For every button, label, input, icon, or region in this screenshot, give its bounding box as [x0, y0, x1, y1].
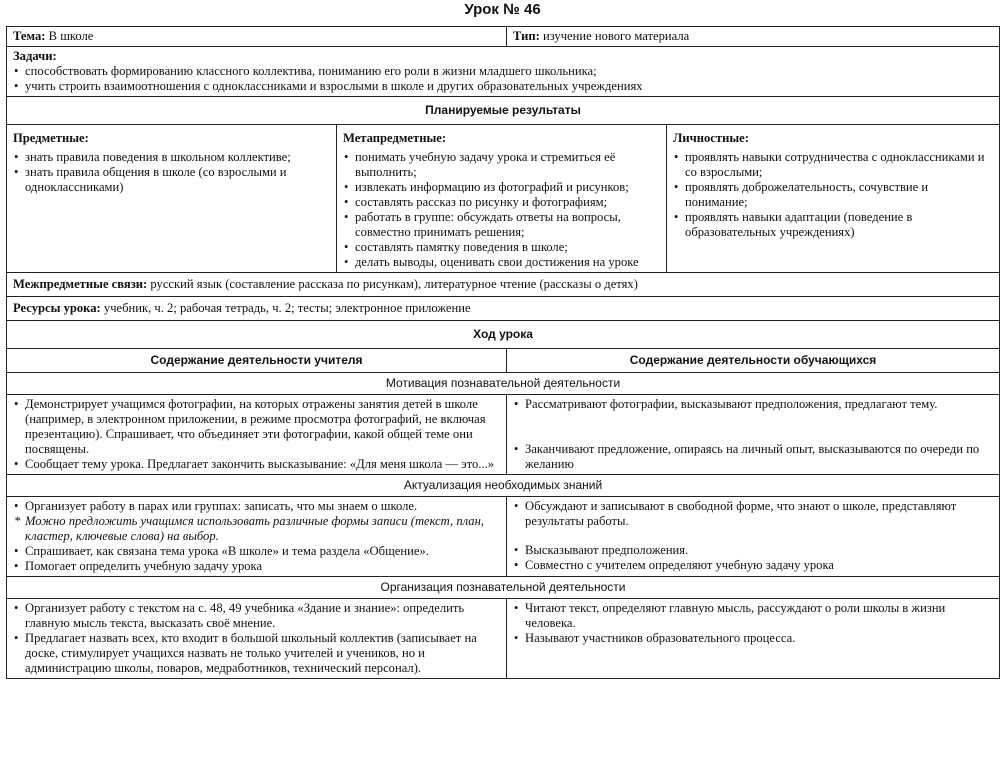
resources-row: [7, 297, 1000, 321]
personal-result-item: • проявлять навыки адаптации (поведение в образовательных учреждениях): [673, 210, 993, 240]
teacher-column-header: Содержание деятельности учителя: [7, 349, 507, 373]
student-activity-list: [513, 397, 993, 472]
page-title: Урок № 46: [464, 1, 541, 18]
student-activity-item: • Высказывают предположения.: [513, 543, 993, 558]
planned-header: Планируемые результаты: [7, 97, 1000, 125]
stage-title: Мотивация познавательной деятельности: [7, 373, 1000, 395]
teacher-activity-item: • Предлагает назвать всех, кто входит в большой школьный коллектив (записывает на доске, стимулирует учащихся назвать не только учителей и учеников, но и администрацию школы, поваров, медработников, технический персонал).: [13, 631, 500, 676]
student-activity-item: • Обсуждают и записывают в свободной форме, что знают о школе, представляют результаты работы.: [513, 499, 993, 529]
resources-value: учебник, ч. 2; рабочая тетрадь, ч. 2; тесты; электронное приложение: [103, 301, 471, 315]
teacher-activity-cell: [7, 395, 507, 475]
stage-content-row: [7, 497, 1000, 577]
links-label: Межпредметные связи:: [13, 277, 148, 291]
type-cell: [507, 27, 1000, 47]
links-value: русский язык (составление рассказа по рисункам), литературное чтение (рассказы о детях): [150, 277, 638, 291]
student-activity-item: • Рассматривают фотографии, высказывают предположения, предлагают тему.: [513, 397, 993, 412]
personal-results-cell: [667, 125, 1000, 273]
columns-header-row: [7, 349, 1000, 373]
links-cell: [7, 273, 1000, 297]
personal-results-list: [673, 150, 993, 240]
task-item: • способствовать формированию классного коллектива, пониманию его роли в жизни младшего школьника;: [13, 64, 993, 79]
student-activity-cell: [507, 497, 1000, 577]
theme-label: Тема:: [13, 29, 46, 43]
teacher-activity-item: • Помогает определить учебную задачу урока: [13, 559, 500, 574]
student-activity-item: • Называют участников образовательного процесса.: [513, 631, 993, 646]
lesson-table: [6, 26, 1000, 679]
theme-value: В школе: [48, 29, 94, 43]
stage-content-row: [7, 395, 1000, 475]
stage-title: Организация познавательной деятельности: [7, 577, 1000, 599]
subject-result-item: • знать правила поведения в школьном коллективе;: [13, 150, 330, 165]
tasks-row: [7, 47, 1000, 97]
stage-title-row: [7, 577, 1000, 599]
teacher-activity-item: • Организует работу с текстом на с. 48, 49 учебника «Здание и знание»: определить главную мысль текста, высказать своё мнение.: [13, 601, 500, 631]
student-activity-item: • Заканчивают предложение, опираясь на личный опыт, высказываются по очереди по желанию: [513, 442, 993, 472]
teacher-activity-cell: [7, 599, 507, 679]
meta-results-cell: [337, 125, 667, 273]
tasks-cell: [7, 47, 1000, 97]
meta-results-title: Метапредметные:: [343, 131, 447, 145]
resources-cell: [7, 297, 1000, 321]
teacher-activity-list: [13, 499, 500, 574]
teacher-activity-item: • Спрашивает, как связана тема урока «В школе» и тема раздела «Общение».: [13, 544, 500, 559]
meta-result-item: • работать в группе: обсуждать ответы на вопросы, совместно принимать решения;: [343, 210, 660, 240]
stage-content-row: [7, 599, 1000, 679]
subject-results-cell: [7, 125, 337, 273]
student-column-header: Содержание деятельности обучающихся: [507, 349, 1000, 373]
type-label: Тип:: [513, 29, 540, 43]
subject-results-list: [13, 150, 330, 195]
student-activity-cell: [507, 599, 1000, 679]
tasks-label: Задачи:: [13, 49, 57, 63]
stage-title-row: [7, 475, 1000, 497]
student-activity-item: • Читают текст, определяют главную мысль, рассуждают о роли школы в жизни человека.: [513, 601, 993, 631]
teacher-activity-note: * Можно предложить учащимся использовать различные формы записи (текст, план, кластер, ключевые слова) на выбор.: [13, 514, 500, 544]
theme-row: [7, 27, 1000, 47]
type-value: изучение нового материала: [542, 29, 690, 43]
meta-result-item: • извлекать информацию из фотографий и рисунков;: [343, 180, 660, 195]
student-activity-cell: [507, 395, 1000, 475]
course-header-row: [7, 321, 1000, 349]
student-activity-list: [513, 499, 993, 573]
subject-result-item: • знать правила общения в школе (со взрослыми и одноклассниками): [13, 165, 330, 195]
task-item: • учить строить взаимоотношения с одноклассниками и взрослыми в школе и других образовательных учреждениях: [13, 79, 993, 94]
stage-title: Актуализация необходимых знаний: [7, 475, 1000, 497]
meta-result-item: • понимать учебную задачу урока и стремиться её выполнить;: [343, 150, 660, 180]
teacher-activity-item: • Сообщает тему урока. Предлагает закончить высказывание: «Для меня школа — это...»: [13, 457, 500, 472]
teacher-activity-list: [13, 397, 500, 472]
stage-title-row: [7, 373, 1000, 395]
theme-cell: [7, 27, 507, 47]
student-activity-item: • Совместно с учителем определяют учебную задачу урока: [513, 558, 993, 573]
subject-results-title: Предметные:: [13, 131, 89, 145]
personal-result-item: • проявлять навыки сотрудничества с одноклассниками и со взрослыми;: [673, 150, 993, 180]
meta-result-item: • делать выводы, оценивать свои достижения на уроке: [343, 255, 660, 270]
planned-results-row: [7, 125, 1000, 273]
resources-label: Ресурсы урока:: [13, 301, 101, 315]
course-header: Ход урока: [7, 321, 1000, 349]
planned-header-row: [7, 97, 1000, 125]
meta-result-item: • составлять памятку поведения в школе;: [343, 240, 660, 255]
meta-results-list: [343, 150, 660, 270]
personal-results-title: Личностные:: [673, 131, 749, 145]
meta-result-item: • составлять рассказ по рисунку и фотографиям;: [343, 195, 660, 210]
teacher-activity-item: • Организует работу в парах или группах: записать, что мы знаем о школе.: [13, 499, 500, 514]
student-activity-list: [513, 601, 993, 646]
teacher-activity-item: • Демонстрирует учащимся фотографии, на которых отражены занятия детей в школе (например, в электронном приложении, в режиме просмотра фотографий, не включая презентацию). Спрашивает, что объединяет эти фотографии, какой общей теме они посвящены.: [13, 397, 500, 457]
teacher-activity-cell: [7, 497, 507, 577]
links-row: [7, 273, 1000, 297]
personal-result-item: • проявлять доброжелательность, сочувствие и понимание;: [673, 180, 993, 210]
teacher-activity-list: [13, 601, 500, 676]
tasks-list: [13, 64, 993, 94]
